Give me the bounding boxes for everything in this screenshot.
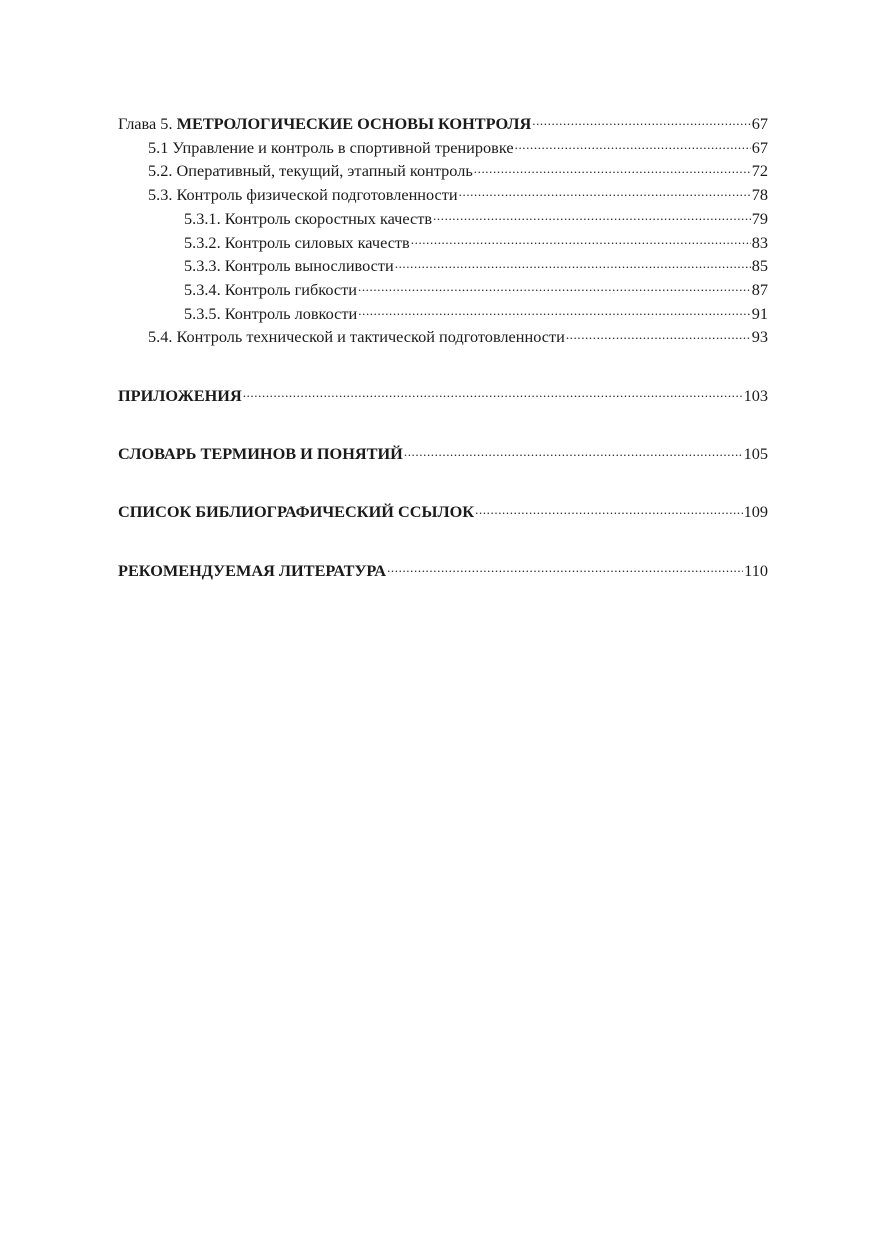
dot-leader: [404, 443, 743, 459]
toc-page-number: 110: [744, 560, 768, 580]
toc-major-entry[interactable]: [118, 500, 768, 524]
toc-entry-label: 5.4. Контроль технической и тактической подготовленности: [148, 327, 565, 347]
toc-major-entry[interactable]: [118, 559, 768, 583]
dot-leader: [515, 136, 751, 152]
toc-entry-label: 5.3. Контроль физической подготовленности: [148, 185, 458, 205]
dot-leader: [411, 231, 751, 247]
table-of-contents: [118, 112, 768, 582]
toc-major-entry[interactable]: [118, 442, 768, 466]
toc-entry[interactable]: [118, 183, 768, 207]
toc-chapter-label: [118, 112, 531, 136]
toc-major-title: СЛОВАРЬ ТЕРМИНОВ И ПОНЯТИЙ: [118, 444, 403, 464]
dot-leader: [532, 113, 751, 129]
toc-page-number: 79: [751, 208, 768, 228]
toc-subentry[interactable]: [118, 254, 768, 278]
toc-chapter-row[interactable]: [118, 112, 768, 136]
toc-entry-label: 5.3.5. Контроль ловкости: [184, 303, 358, 323]
dot-leader: [459, 184, 751, 200]
dot-leader: [395, 255, 751, 271]
toc-major-label: [118, 442, 403, 466]
dot-leader: [474, 160, 751, 176]
toc-entry[interactable]: [118, 325, 768, 349]
toc-page-number: 93: [751, 327, 768, 347]
toc-entry-label: 5.3.1. Контроль скоростных качеств: [184, 208, 433, 228]
toc-page-number: 67: [751, 137, 768, 157]
toc-entry[interactable]: [118, 159, 768, 183]
dot-leader: [358, 279, 751, 295]
toc-major-label: [118, 384, 242, 408]
spacer: [118, 408, 768, 443]
toc-chapter-title: МЕТРОЛОГИЧЕСКИЕ ОСНОВЫ КОНТРОЛЯ: [176, 114, 532, 133]
dot-leader: [475, 501, 742, 517]
toc-entry-label: 5.3.4. Контроль гибкости: [184, 279, 357, 299]
toc-subentry[interactable]: [118, 302, 768, 326]
toc-page-number: 91: [751, 303, 768, 323]
toc-subentry[interactable]: [118, 231, 768, 255]
dot-leader: [358, 302, 750, 318]
toc-entry-label: 5.3.3. Контроль выносливости: [184, 256, 394, 276]
toc-major-label: [118, 500, 474, 524]
toc-major-entry[interactable]: [118, 384, 768, 408]
toc-page-number: 85: [751, 256, 768, 276]
toc-page-number: 72: [751, 161, 768, 181]
toc-page-number: 105: [743, 444, 768, 464]
toc-major-title: РЕКОМЕНДУЕМАЯ ЛИТЕРАТУРА: [118, 560, 387, 580]
dot-leader: [243, 385, 743, 401]
spacer: [118, 349, 768, 384]
toc-major-title: ПРИЛОЖЕНИЯ: [118, 386, 242, 406]
spacer: [118, 466, 768, 501]
toc-entry[interactable]: [118, 136, 768, 160]
toc-entry-label: 5.1 Управление и контроль в спортивной тренировке: [148, 137, 514, 157]
toc-page-number: 67: [751, 114, 768, 133]
toc-major-title: СПИСОК БИБЛИОГРАФИЧЕСКИЙ ССЫЛОК: [118, 502, 475, 522]
toc-entry-label: 5.2. Оперативный, текущий, этапный контроль: [148, 161, 473, 181]
toc-page-number: 83: [751, 232, 768, 252]
spacer: [118, 524, 768, 559]
toc-page-number: 103: [743, 386, 768, 406]
toc-subentry[interactable]: [118, 207, 768, 231]
toc-chapter-prefix: Глава 5.: [118, 114, 177, 133]
dot-leader: [433, 208, 751, 224]
toc-entry-label: 5.3.2. Контроль силовых качеств: [184, 232, 410, 252]
dot-leader: [566, 326, 751, 342]
toc-page-number: 78: [751, 185, 768, 205]
toc-page-number: 87: [751, 279, 768, 299]
toc-page-number: 109: [743, 502, 768, 522]
dot-leader: [387, 559, 743, 575]
toc-major-label: [118, 559, 386, 583]
toc-subentry[interactable]: [118, 278, 768, 302]
